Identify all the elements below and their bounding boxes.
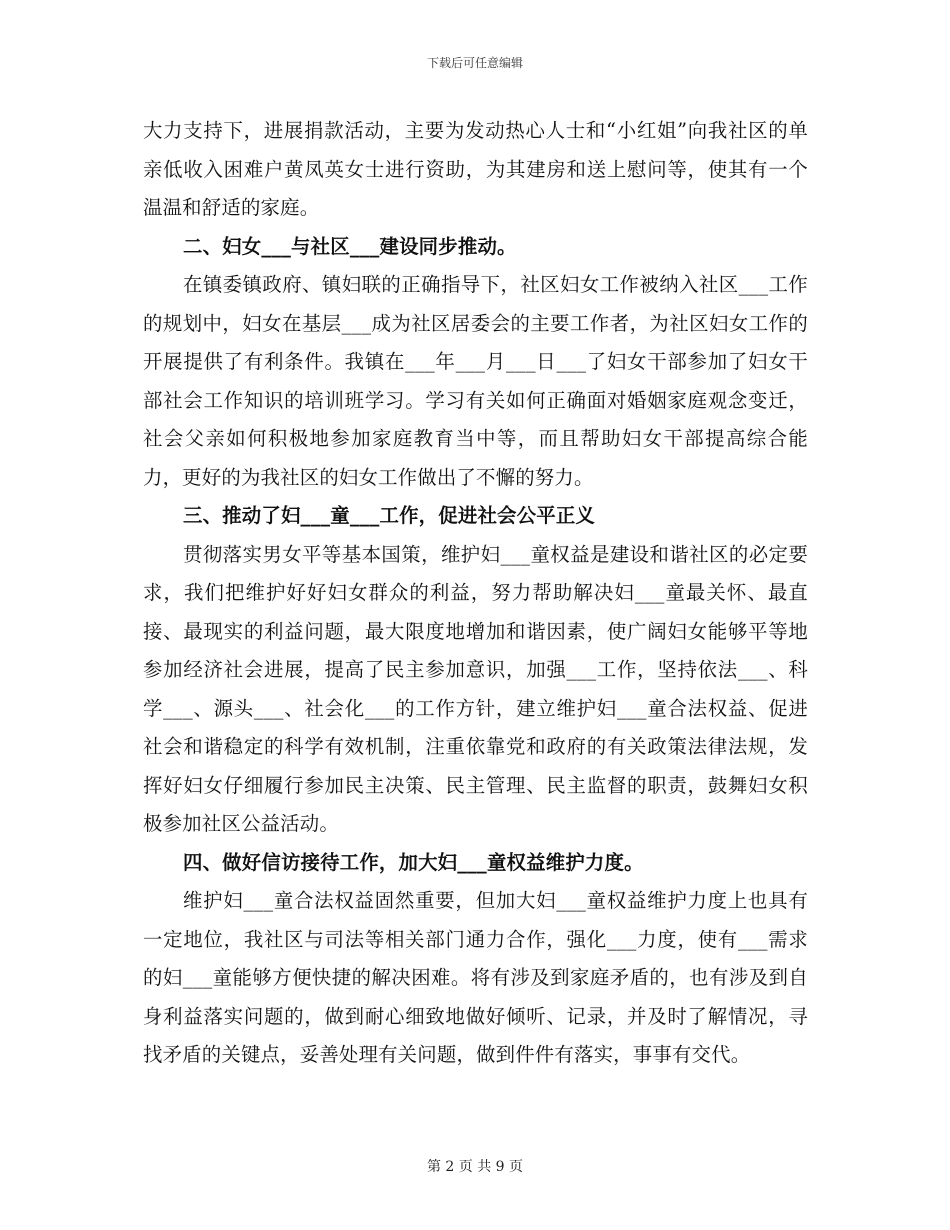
paragraph-section-4: 维护妇___童合法权益固然重要，但加大妇___童权益维护力度上也具有一定地位，我社区与司法等相关部门通力合作，强化___力度，使有___需求的妇___童能够方便快捷的解决困难。将有涉及到家庭矛盾的，也有涉及到自身利益落实问题的，做到耐心细致地做好倾听、记录，并及时了解情况，寻找矛盾的关键点，妥善处理有关问题，做到件件有落实，事事有交代。 [143, 889, 808, 1066]
paragraph-continuation: 大力支持下，进展捐款活动，主要为发动热心人士和“小红姐”向我社区的单亲低收入困难户黄凤英女士进行资助，为其建房和送上慰问等，使其有一个温温和舒适的家庭。 [143, 119, 808, 219]
section-heading-2: 二、妇女___与社区___建设同步推动。 [183, 234, 517, 258]
paragraph-section-3: 贯彻落实男女平等基本国策，维护妇___童权益是建设和谐社区的必定要求，我们把维护好好妇女群众的利益，努力帮助解决妇___童最关怀、最直接、最现实的利益问题，最大限度地增加和谐因素，使广阔妇女能够平等地参加经济社会进展，提高了民主参加意识，加强___工作，坚持依法___、科学___、源头___、社会化___的工作方针，建立维护妇___童合法权益、促进社会和谐稳定的科学有效机制，注重依靠党和政府的有关政策法律法规，发挥好妇女仔细履行参加民主决策、民主管理、民主监督的职责，鼓舞妇女积极参加社区公益活动。 [143, 542, 808, 835]
section-heading-3: 三、推动了妇___童___工作，促进社会公平正义 [183, 504, 596, 527]
document-body [143, 112, 808, 1075]
page-footer: 第 2 页 共 9 页 [426, 1159, 524, 1175]
section-heading-4: 四、做好信访接待工作，加大妇___童权益维护力度。 [183, 850, 644, 874]
page-header: 下载后可任意编辑 [426, 56, 523, 70]
paragraph-section-2: 在镇委镇政府、镇妇联的正确指导下，社区妇女工作被纳入社区___工作的规划中，妇女在基层___成为社区居委会的主要工作者，为社区妇女工作的开展提供了有利条件。我镇在___年___月___日___了妇女干部参加了妇女干部社会工作知识的培训班学习。学习有关如何正确面对婚姻家庭观念变迁，社会父亲如何积极地参加家庭教育当中等，而且帮助妇女干部提高综合能力，更好的为我社区的妇女工作做出了不懈的努力。 [143, 273, 808, 489]
